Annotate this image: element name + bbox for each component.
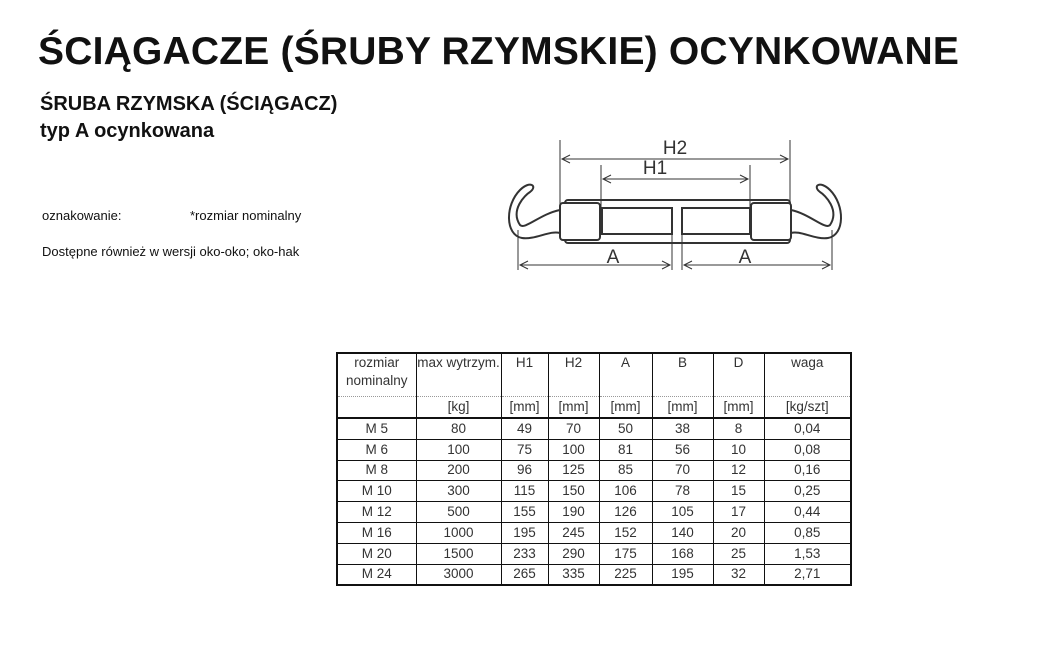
table-cell: [kg] [416,397,501,419]
table-cell: [mm] [501,397,548,419]
table-cell: 115 [501,481,548,502]
table-row [337,481,851,502]
table-cell: 25 [713,543,764,564]
specification-table [336,352,852,586]
table-cell: 96 [501,460,548,481]
subtitle-type: typ A ocynkowana [40,120,215,142]
table-cell: 3000 [416,564,501,585]
marking-value: *rozmiar nominalny [190,208,302,223]
subtitle: ŚRUBA RZYMSKA (ŚCIĄGACZ) [40,93,338,115]
turnbuckle-diagram [480,130,850,280]
marking-label: oznakowanie: [42,208,122,223]
table-cell: [mm] [599,397,652,419]
table-cell: M 5 [337,418,416,439]
table-cell: 155 [501,502,548,523]
table-cell: 125 [548,460,599,481]
table-cell: [mm] [652,397,713,419]
table-cell: 12 [713,460,764,481]
table-cell: 126 [599,502,652,523]
table-cell [337,397,416,419]
table-cell: 56 [652,439,713,460]
table-cell: [mm] [713,397,764,419]
table-cell: 195 [501,522,548,543]
table-cell: B [652,353,713,397]
table-cell: M 10 [337,481,416,502]
table-cell: 80 [416,418,501,439]
table-cell: 75 [501,439,548,460]
table-cell: 140 [652,522,713,543]
table-row [337,522,851,543]
table-cell: 150 [548,481,599,502]
table-row [337,564,851,585]
table-cell: M 8 [337,460,416,481]
table-cell: 32 [713,564,764,585]
table-row [337,418,851,439]
table-cell: 190 [548,502,599,523]
table-cell: 100 [416,439,501,460]
table-cell: 0,16 [764,460,851,481]
table-row [337,439,851,460]
table-cell: M 24 [337,564,416,585]
table-cell: 0,85 [764,522,851,543]
table-cell: 0,44 [764,502,851,523]
table-cell: 175 [599,543,652,564]
table-cell: waga [764,353,851,397]
table-cell: 1,53 [764,543,851,564]
table-cell: 0,04 [764,418,851,439]
h2-label: H2 [662,138,688,159]
table-cell: 300 [416,481,501,502]
table-cell: 195 [652,564,713,585]
table-cell: 81 [599,439,652,460]
units-row [337,397,851,419]
table-cell: 225 [599,564,652,585]
h1-label: H1 [642,158,668,179]
table-cell: 70 [548,418,599,439]
table-cell: 168 [652,543,713,564]
a-right-label: A [738,247,752,268]
a-left-label: A [606,247,620,268]
table-cell: rozmiar nominalny [337,353,416,397]
table-cell: 17 [713,502,764,523]
table-cell: 1500 [416,543,501,564]
table-row [337,543,851,564]
table-cell: H1 [501,353,548,397]
table-cell: 290 [548,543,599,564]
table-cell: 8 [713,418,764,439]
table-cell: 152 [599,522,652,543]
table-cell: 0,08 [764,439,851,460]
table-cell: 15 [713,481,764,502]
table-cell: 200 [416,460,501,481]
table-cell: M 6 [337,439,416,460]
table-cell: 85 [599,460,652,481]
availability-note: Dostępne również w wersji oko-oko; oko-hak [42,244,300,259]
table-cell: M 20 [337,543,416,564]
table-cell: 233 [501,543,548,564]
page-title: ŚCIĄGACZE (ŚRUBY RZYMSKIE) OCYNKOWANE [38,30,960,73]
table-cell: M 16 [337,522,416,543]
table-cell: [mm] [548,397,599,419]
table-cell: 105 [652,502,713,523]
table-cell: 2,71 [764,564,851,585]
table-cell: 245 [548,522,599,543]
table-cell: M 12 [337,502,416,523]
table-row [337,502,851,523]
table-cell: 1000 [416,522,501,543]
table-cell: A [599,353,652,397]
table-cell: 20 [713,522,764,543]
table-cell: 500 [416,502,501,523]
table-cell: D [713,353,764,397]
table-cell: 78 [652,481,713,502]
table-cell: 265 [501,564,548,585]
table-cell: 100 [548,439,599,460]
header-row [337,353,851,397]
table-cell: 70 [652,460,713,481]
table-cell: 10 [713,439,764,460]
table-cell: 49 [501,418,548,439]
table-cell: [kg/szt] [764,397,851,419]
table-cell: 50 [599,418,652,439]
table-cell: max wytrzym. [416,353,501,397]
table-cell: 38 [652,418,713,439]
table-cell: 106 [599,481,652,502]
table-cell: H2 [548,353,599,397]
table-row [337,460,851,481]
table-cell: 0,25 [764,481,851,502]
table-cell: 335 [548,564,599,585]
